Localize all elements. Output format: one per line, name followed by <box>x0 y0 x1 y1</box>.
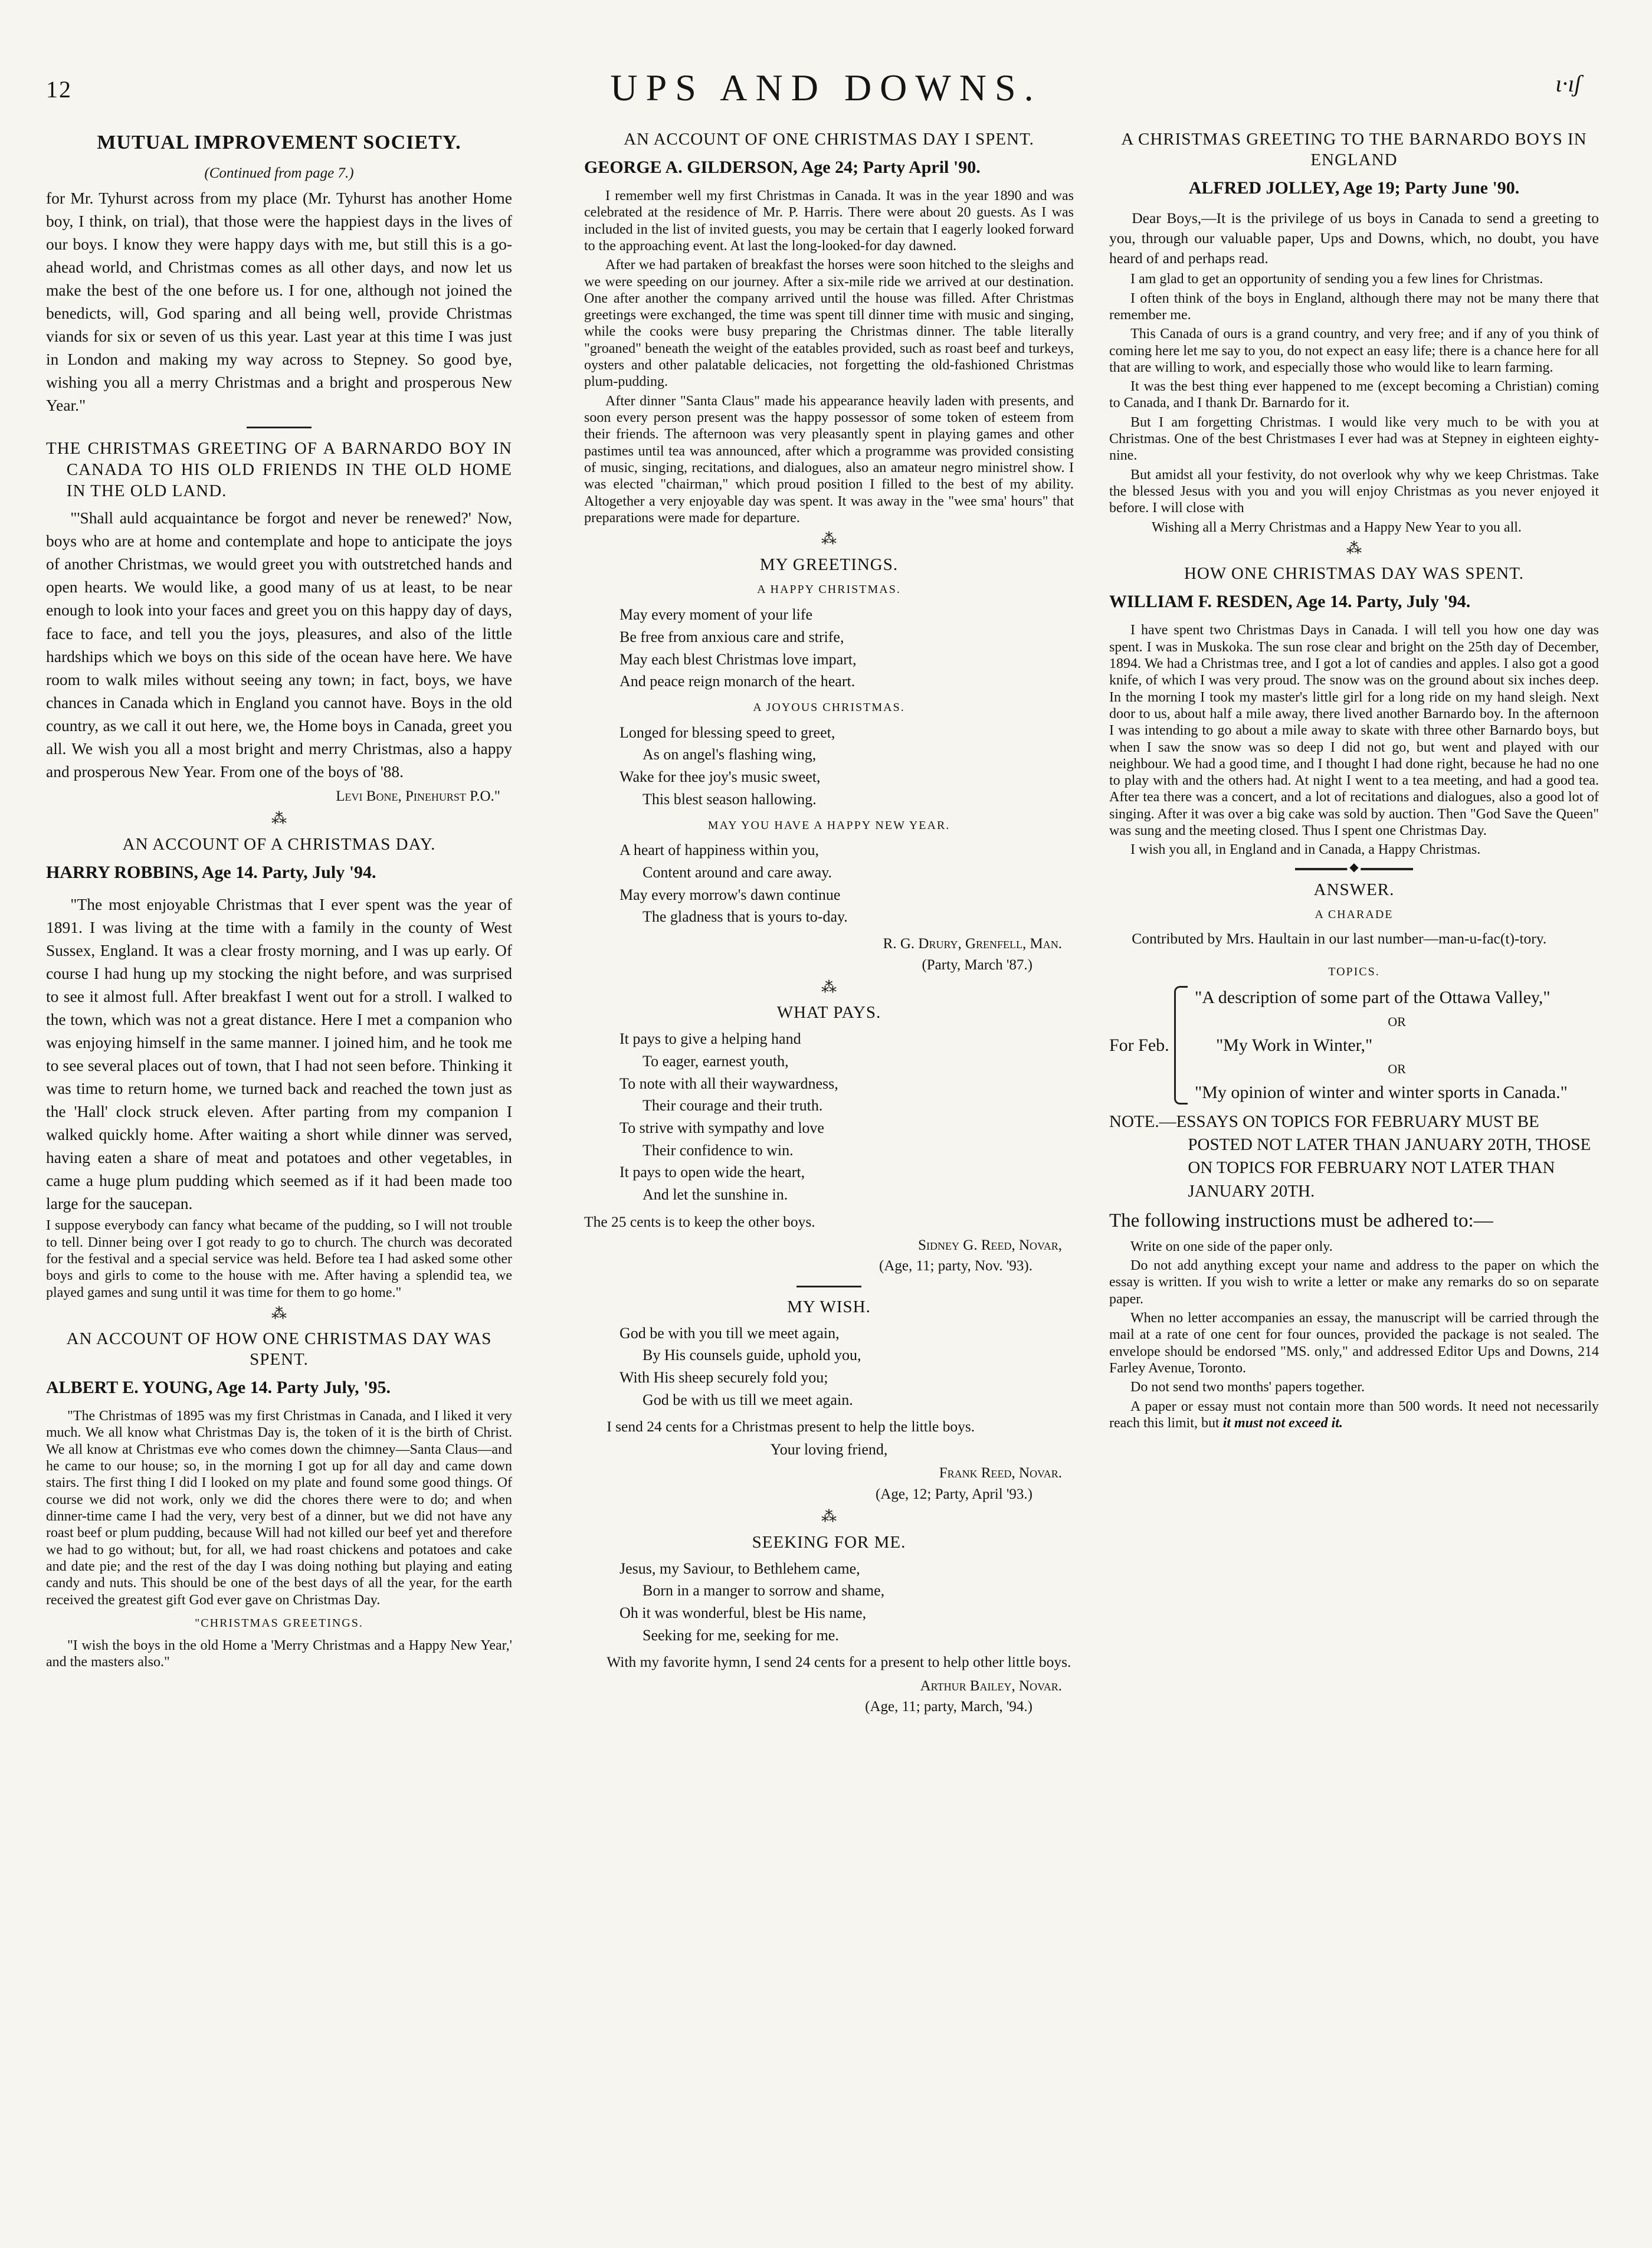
byline: ALFRED JOLLEY, Age 19; Party June '90. <box>1188 178 1520 198</box>
poem-line: With His sheep securely fold you; <box>620 1369 828 1387</box>
signature: R. G. Drury, Grenfell, Man. <box>883 936 1062 952</box>
article-heading: ANSWER. <box>1313 880 1395 899</box>
asterism: ⁂ <box>271 810 287 828</box>
topics-list <box>1109 986 1599 1105</box>
brace <box>1174 986 1188 1105</box>
signature: Frank Reed, Novar. <box>939 1465 1062 1482</box>
note: NOTE.—ESSAYS ON TOPICS FOR FEBRUARY MUST BE POSTED NOT LATER THAN JANUARY 20TH, THOSE ON TOPICS FOR FEBRUARY NOT LATER THAN JANUARY 20TH. <box>1109 1112 1591 1201</box>
topic-separator: OR <box>1388 1014 1406 1029</box>
paragraph: It was the best thing ever happened to me (except becoming a Christian) coming to Canada, and I thank Dr. Barnardo for it. <box>1109 379 1599 411</box>
poem-line: This blest season hallowing. <box>643 790 817 808</box>
instruction: Do not add anything except your name and address to the paper on which the essay is written. If you wish to write a letter or make any remarks do so on separate paper. <box>1109 1258 1599 1307</box>
article-heading: AN ACCOUNT OF A CHRISTMAS DAY. <box>122 834 436 854</box>
section-heading: MUTUAL IMPROVEMENT SOCIETY. <box>97 132 461 153</box>
subheading: MAY YOU HAVE A HAPPY NEW YEAR. <box>707 818 950 832</box>
poem <box>620 604 1074 693</box>
article-heading: MY GREETINGS. <box>759 555 899 574</box>
article-heading: MY WISH. <box>787 1297 871 1316</box>
poem-line: God be with us till we meet again. <box>643 1391 853 1408</box>
paragraph: After we had partaken of breakfast the horses were soon hitched to the sleighs and we were speeding on our journey. After a six-mile ride we arrived at our destination. One after another the company arrived until the house was filled. After Christmas greetings were exchanged, the time was spent till dinner time with music and singing, while the cooks were busy preparing the Christmas dinner. The table literally "groaned" beneath the weight of the eatables provided, such as roast beef and turkeys, oysters and other palatable delicacies, not forgetting the old-fashioned Christmas plum-pudding. <box>584 257 1074 390</box>
instruction: Write on one side of the paper only. <box>1130 1238 1333 1254</box>
article-heading: HOW ONE CHRISTMAS DAY WAS SPENT. <box>1184 564 1525 584</box>
paragraph: I send 24 cents for a Christmas present to help the little boys. <box>607 1418 975 1436</box>
poem-line: Oh it was wonderful, blest be His name, <box>620 1604 867 1621</box>
topics-items <box>1195 986 1599 1105</box>
topic-separator: OR <box>1388 1061 1406 1077</box>
paragraph: Contributed by Mrs. Haultain in our last number—man-u-fac(t)-tory. <box>1132 930 1547 948</box>
asterism: ⁂ <box>271 1305 287 1322</box>
byline: HARRY ROBBINS, Age 14. Party, July '94. <box>46 862 376 882</box>
poem-line: To eager, earnest youth, <box>643 1052 789 1070</box>
instruction: Do not send two months' papers together. <box>1130 1379 1365 1395</box>
paragraph: I remember well my first Christmas in Canada. It was in the year 1890 and was celebrated at the residence of Mr. P. Harris. There were about 20 guests. As I was included in the list of invited guests, you may be certain that I eagerly looked forward to the approaching event. At last the long-looked-for day dawned. <box>584 188 1074 254</box>
poem-line: By His counsels guide, uphold you, <box>643 1346 861 1364</box>
poem-line: Born in a manger to sorrow and shame, <box>643 1582 885 1600</box>
poem-line: God be with you till we meet again, <box>620 1324 840 1342</box>
paragraph: "The most enjoyable Christmas that I ever spent was the year of 1891. I was living at the time with a family in the county of West Sussex, England. It was a clear frosty morning, and I was up early. Of course I had hung up my stocking the night before, and was surprised to see it almost full. After breakfast I went out for a stroll. I walked to the town, which was not a great distance. Here I met a companion who was enjoying himself in the same manner. I joined him, and he took me to see several places out of town, that I had not seen before. Thinking it was time to return home, we turned back and reached the town just as the 'Hall' clock struck eleven. After parting from my companion I walked quickly home. After waiting a short while dinner was served, having eaten a share of meat and potatoes and other vegetables, in came a huge plum pudding which seemed as if it had been made too large for the saucepan. <box>46 894 512 1213</box>
topics-month: For Feb. <box>1109 1035 1169 1055</box>
paragraph: I am glad to get an opportunity of sending you a few lines for Christmas. <box>1130 271 1543 287</box>
article-heading: SEEKING FOR ME. <box>752 1532 906 1552</box>
poem-line: To strive with sympathy and love <box>620 1119 824 1136</box>
paragraph: But I am forgetting Christmas. I would like very much to be with you at Christmas. One of the best Christmases I ever had was at Stepney in eighteen eighty-nine. <box>1109 414 1599 464</box>
subheading: "CHRISTMAS GREETINGS. <box>195 1616 363 1630</box>
masthead-title: UPS AND DOWNS. <box>610 67 1042 109</box>
paragraph: Wishing all a Merry Christmas and a Happy New Year to you all. <box>1152 519 1522 535</box>
poem <box>620 1322 1074 1411</box>
poem-line: The gladness that is yours to-day. <box>643 908 848 926</box>
byline: ALBERT E. YOUNG, Age 14. Party July, '95. <box>46 1377 391 1397</box>
poem-line: And let the sunshine in. <box>643 1186 788 1204</box>
poem-line: May every morrow's dawn continue <box>620 886 841 903</box>
topic-item: "A description of some part of the Ottawa Valley," <box>1195 988 1551 1008</box>
article-heading: WHAT PAYS. <box>776 1003 881 1023</box>
poem <box>620 1028 1074 1206</box>
byline: WILLIAM F. RESDEN, Age 14. Party, July '94. <box>1109 592 1471 612</box>
subheading: A CHARADE <box>1315 908 1394 922</box>
poem <box>620 839 1074 928</box>
signature: Arthur Bailey, Novar. <box>920 1677 1062 1694</box>
signature-detail: (Party, March '87.) <box>922 956 1032 973</box>
divider <box>247 427 312 428</box>
paragraph: I have spent two Christmas Days in Canada. I will tell you how one day was spent. I was in Muskoka. The sun rose clear and bright on the 25th day of December, 1894. We had a Christmas tree, and I got a lot of candies and apples. I also got a good knife, of which I was very proud. The snow was on the ground about six inches deep. In the morning I took my master's little girl for a long ride on my hand sleigh. Next door to us, about half a mile away, there lived another Barnardo boy. In the afternoon I was intending to go about a mile away to skate with three other Barnardo boys, but when I saw the snow was so deep I did not go, but went and played with our neighbour. We had a good time, and I thought I had done right, because he had no one to play with and the others had. At night I went to a tea meeting, and had a good tea. After tea there was a concert, and a lot of recitations and dialogues, also a good lot of singing. After it was over a big cake was sold by auction. Then "God Save the Queen" was sung and the meeting closed. Thus I spent one Christmas Day. <box>1109 622 1599 839</box>
column-middle <box>584 121 1074 2224</box>
instruction-emphasis: it must not exceed it. <box>1222 1415 1343 1431</box>
byline: GEORGE A. GILDERSON, Age 24; Party April '90. <box>584 157 981 177</box>
poem-line: And peace reign monarch of the heart. <box>620 673 856 690</box>
poem <box>620 1558 1074 1647</box>
paragraph: But amidst all your festivity, do not overlook why why we keep Christmas. Take the blessed Jesus with you and you will enjoy Christmas as you never enjoyed it before. I will close with <box>1109 467 1599 516</box>
signature-detail: (Age, 11; party, March, '94.) <box>865 1699 1032 1715</box>
column-left <box>46 121 512 2224</box>
poem-line: Jesus, my Saviour, to Bethlehem came, <box>620 1559 860 1577</box>
subheading: TOPICS. <box>1328 965 1380 979</box>
poem-line: Their courage and their truth. <box>643 1097 823 1115</box>
topic-item: "My Work in Winter," <box>1216 1035 1373 1055</box>
poem-line: As on angel's flashing wing, <box>643 746 817 763</box>
poem-line: Be free from anxious care and strife, <box>620 628 844 645</box>
ornament-divider <box>1295 868 1413 870</box>
poem-line: A heart of happiness within you, <box>620 841 819 859</box>
handwritten-mark: ɩ·ıʃ <box>1555 70 1581 97</box>
paragraph: The 25 cents is to keep the other boys. <box>584 1213 815 1230</box>
paragraph: I suppose everybody can fancy what became of the pudding, so I will not trouble to tell. Dinner being over I got ready to go to church. The church was decorated for the festival and a special service was held. Before tea I had asked some other boys and girls to come to the house with me. After having a splendid tea, we played games and sung until it was time for them to go home." <box>46 1218 512 1300</box>
paragraph: for Mr. Tyhurst across from my place (Mr. Tyhurst has another Home boy, I think, on trial), that those were the happiest days in the lives of our boys. I know they were happy days with me, but still this is a go-ahead world, and Christmas comes as all other days, and now let us make the best of the one before us. I for one, although not joined the benedicts, will, God sparing and all being well, provide Christmas viands for six or seven of us this year. Last year at this time I was just in London and making my way across to Stepney. So good bye, wishing you all a merry Christmas and a bright and prosperous New Year." <box>46 189 512 415</box>
divider <box>796 1286 861 1287</box>
paragraph: "'Shall auld acquaintance be forgot and never be renewed?' Now, boys who are at home and contemplate and hope to anticipate the joys of another Christmas, we would greet you with outstretched hands and open hearts. We would like, a good many of us at least, to be near enough to look into your faces and greet you on this happy day of days, face to face, and tell you the joys, pleasures, and also of the little hardships which we boys on this side of the ocean have here. We have room to walk miles without seeing any town; in fact, boys, we have chances in Canada which in England you cannot have. Boys in the old country, as we call it out here, we, the Home boys in Canada, greet you all. We wish you all a most bright and merry Christmas, also a happy and prosperous New Year. From one of the boys of '88. <box>46 509 512 781</box>
page-number: 12 <box>46 76 72 103</box>
signature: Levi Bone, Pinehurst P.O." <box>336 788 500 804</box>
continued-note: (Continued from page 7.) <box>204 165 354 181</box>
subheading: A HAPPY CHRISTMAS. <box>757 583 901 597</box>
instructions-heading: The following instructions must be adhered to:— <box>1109 1210 1493 1231</box>
paragraph: I often think of the boys in England, although there may not be many there that remember me. <box>1109 290 1599 323</box>
poem-line: It pays to give a helping hand <box>620 1030 801 1048</box>
column-right <box>1109 121 1599 2224</box>
instruction <box>1109 1398 1599 1432</box>
signature-detail: (Age, 11; party, Nov. '93). <box>879 1258 1032 1274</box>
paragraph: Dear Boys,—It is the privilege of us boys in Canada to send a greeting to you, through our valuable paper, Ups and Downs, which, no doubt, you have heard of and perhaps read. <box>1109 209 1599 267</box>
poem-line: Wake for thee joy's music sweet, <box>620 768 821 786</box>
poem-line: Longed for blessing speed to greet, <box>620 723 835 741</box>
paragraph: "The Christmas of 1895 was my first Christmas in Canada, and I liked it very much. We all know what Christmas Day is, the token of it is the birth of Christ. We all know at Christmas eve who comes down the chimney—Santa Claus—and he came to our house; so, in the morning I got up for all day and came down stairs. The first thing I did I looked on my plate and found some good things. Of course we did not work, only we did the chores there were to do; and when dinner-time came I had the very, very best of a dinner, but we did not have any roast beef or plum pudding, because Will had not killed our beef yet and therefore we had to go without; but, for all, we had roast chickens and potatoes and cake and date pie; and the rest of the day I was doing nothing but playing and eating candy and nuts. This should be one of the best days of all the year, for the earth received the greatest gift God ever gave on Christmas Day. <box>46 1408 512 1608</box>
paragraph: With my favorite hymn, I send 24 cents for a present to help other little boys. <box>607 1653 1071 1671</box>
article-heading: AN ACCOUNT OF ONE CHRISTMAS DAY I SPENT. <box>624 130 1034 149</box>
poem <box>620 722 1074 811</box>
signature: Sidney G. Reed, Novar, <box>918 1237 1062 1253</box>
paragraph: After dinner "Santa Claus" made his appearance heavily laden with presents, and soon every person present was the happy possessor of some token of esteem from their friends. The afternoon was very pleasantly spent in playing games and other pastimes until tea was announced, after which a programme was provided consisting of music, singing, recitations, and dialogues, also an amateur negro ministrel show. I was elected "chairman," which proud position I filled to the best of my ability. Altogether a very enjoyable day was spent. It was away in the "wee sma' hours" that preparations were made for departure. <box>584 393 1074 526</box>
article-heading: THE CHRISTMAS GREETING OF A BARNARDO BOY IN CANADA TO HIS OLD FRIENDS IN THE OLD HOME IN THE OLD LAND. <box>46 438 512 501</box>
paragraph: This Canada of ours is a grand country, and very free; and if any of you think of coming here let me say to you, do not expect an easy life; there is a chance here for all that are willing to work, and especially those who would like to learn farming. <box>1109 326 1599 375</box>
asterism: ⁂ <box>821 979 837 997</box>
subheading: A JOYOUS CHRISTMAS. <box>753 700 905 714</box>
poem-line: Their confidence to win. <box>643 1141 794 1159</box>
instruction: When no letter accompanies an essay, the manuscript will be carried through the mail at a rate of one cent for four ounces, provided the package is not sealed. The envelope should be endorsed "MS. only," and addressed Editor Ups and Downs, 214 Farley Avenue, Toronto. <box>1109 1310 1599 1377</box>
paragraph: I wish you all, in England and in Canada, a Happy Christmas. <box>1130 842 1481 858</box>
asterism: ⁂ <box>821 530 837 548</box>
poem-line: May each blest Christmas love impart, <box>620 650 857 668</box>
topic-item: "My opinion of winter and winter sports in Canada." <box>1195 1083 1568 1103</box>
paragraph: "I wish the boys in the old Home a 'Merry Christmas and a Happy New Year,' and the masters also." <box>46 1637 512 1670</box>
poem-line: Seeking for me, seeking for me. <box>643 1626 839 1644</box>
poem-line: Content around and care away. <box>643 864 832 881</box>
asterism: ⁂ <box>1346 539 1362 557</box>
instruction-text: A paper or essay must not contain more than 500 words. It need not necessarily reach this limit, but <box>1109 1398 1599 1431</box>
poem-line: May every moment of your life <box>620 606 813 624</box>
signature-detail: (Age, 12; Party, April '93.) <box>875 1486 1032 1502</box>
poem-line: To note with all their waywardness, <box>620 1074 838 1092</box>
asterism: ⁂ <box>821 1508 837 1526</box>
poem-line: It pays to open wide the heart, <box>620 1164 805 1181</box>
closing: Your loving friend, <box>770 1440 888 1458</box>
article-heading: AN ACCOUNT OF HOW ONE CHRISTMAS DAY WAS SPENT. <box>66 1329 492 1369</box>
article-heading: A CHRISTMAS GREETING TO THE BARNARDO BOYS IN ENGLAND <box>1121 130 1587 169</box>
